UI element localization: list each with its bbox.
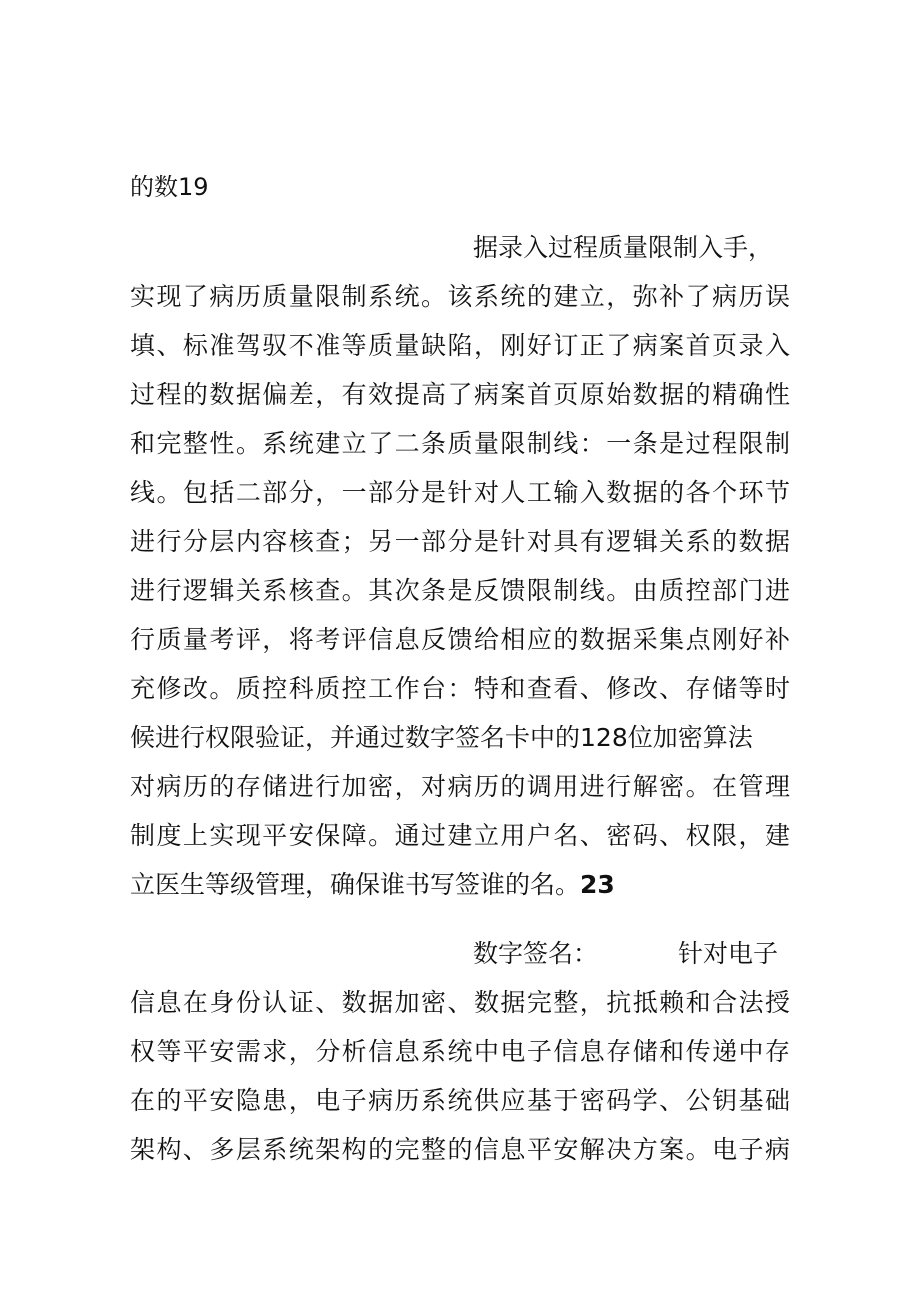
section2-line-2: 权等平安需求，分析信息系统中电子信息存储和传递中存	[130, 1037, 790, 1066]
paragraph-line-4: 过程的数据偏差，有效提高了病案首页原始数据的精确性	[130, 380, 790, 409]
section-lead-text: 针对电子	[678, 939, 779, 968]
paragraph-line-7: 进行分层内容核查；另一部分是针对具有逻辑关系的数据	[130, 527, 790, 556]
paragraph-line-13: 制度上实现平安保障。通过建立用户名、密码、权限，建	[130, 821, 790, 850]
section-heading: 数字签名：	[473, 939, 599, 968]
section2-line-1: 信息在身份认证、数据加密、数据完整，抗抵赖和合法授	[130, 988, 790, 1017]
paragraph-line-10: 充修改。质控科质控工作台：特和查看、修改、存储等时	[130, 674, 790, 703]
paragraph-line-3: 填、标准驾驭不准等质量缺陷，刚好订正了病案首页录入	[130, 331, 790, 360]
paragraph-line-14-text: 立医生等级管理，确保谁书写签谁的名。	[130, 870, 581, 899]
paragraph-line-9: 行质量考评，将考评信息反馈给相应的数据采集点刚好补	[130, 625, 790, 654]
reference-number: 23	[580, 870, 615, 899]
paragraph-line-8: 进行逻辑关系核查。其次条是反馈限制线。由质控部门进	[130, 576, 790, 605]
paragraph-line-5: 和完整性。系统建立了二条质量限制线：一条是过程限制	[130, 429, 790, 458]
paragraph-line-12: 对病历的存储进行加密，对病历的调用进行解密。在管理	[130, 772, 790, 801]
paragraph-line-2: 实现了病历质量限制系统。该系统的建立，弥补了病历误	[130, 282, 790, 311]
paragraph-line-11: 候进行权限验证，并通过数字签名卡中的128位加密算法	[130, 723, 753, 752]
paragraph-line-1: 据录入过程质量限制入手，	[473, 233, 774, 262]
section-heading-line	[473, 939, 790, 969]
page-fragment: 的数19	[130, 173, 209, 201]
paragraph-line-14	[130, 870, 790, 900]
paragraph-line-6: 线。包括二部分，一部分是针对人工输入数据的各个环节	[130, 478, 790, 507]
section2-line-4: 架构、多层系统架构的完整的信息平安解决方案。电子病	[130, 1135, 790, 1164]
section2-line-3: 在的平安隐患，电子病历系统供应基于密码学、公钥基础	[130, 1086, 790, 1115]
